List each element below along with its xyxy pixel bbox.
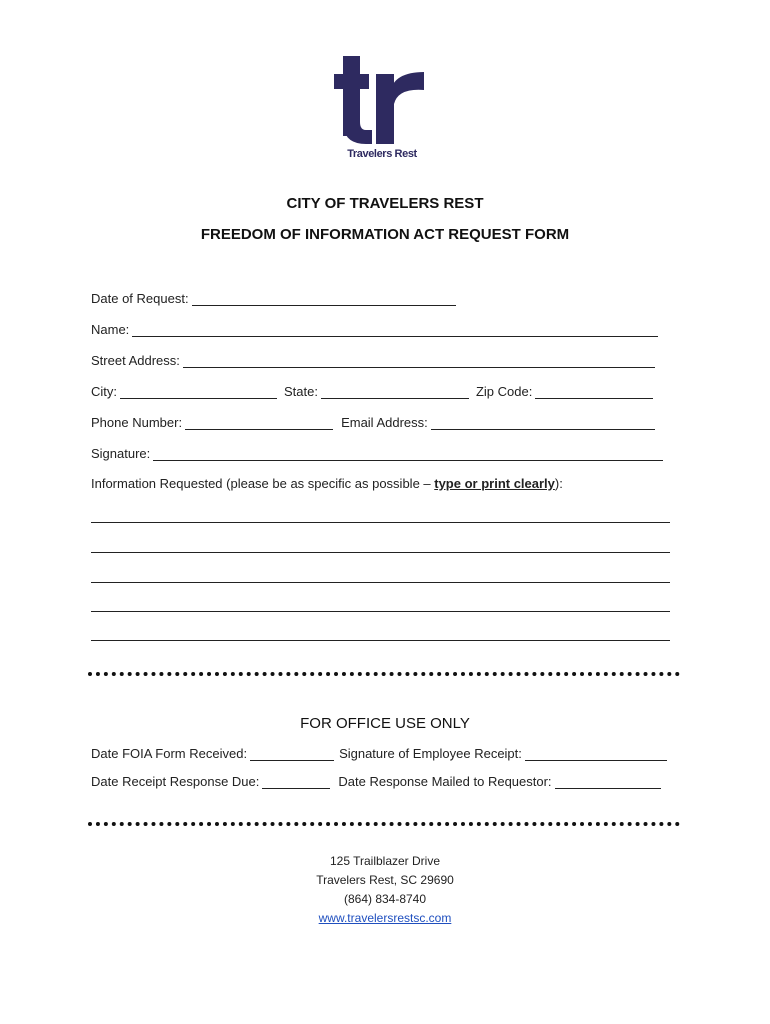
office-use-title: FOR OFFICE USE ONLY bbox=[300, 715, 470, 732]
state-field[interactable] bbox=[321, 385, 469, 399]
city-field[interactable] bbox=[120, 385, 277, 399]
date-of-request-label: Date of Request: bbox=[91, 291, 189, 306]
city-state-zip-row bbox=[91, 384, 653, 399]
date-of-request-field[interactable] bbox=[192, 292, 456, 306]
email-address-label: Email Address: bbox=[341, 415, 428, 430]
state-label: State: bbox=[284, 384, 318, 399]
zip-code-label: Zip Code: bbox=[475, 384, 533, 399]
footer-address-line1: 125 Trailblazer Drive bbox=[329, 854, 441, 868]
dotted-divider bbox=[88, 672, 680, 676]
name-label: Name: bbox=[91, 322, 130, 337]
office-row-2 bbox=[91, 774, 661, 789]
city-label: City: bbox=[91, 384, 117, 399]
date-received-label: Date FOIA Form Received: bbox=[91, 746, 248, 761]
email-address-field[interactable] bbox=[431, 416, 655, 430]
info-requested-line[interactable] bbox=[91, 640, 670, 641]
city-logo bbox=[332, 52, 432, 164]
name-row bbox=[91, 322, 658, 337]
info-requested-line[interactable] bbox=[91, 522, 670, 523]
signature-label: Signature: bbox=[91, 446, 151, 461]
date-received-field[interactable] bbox=[250, 747, 334, 761]
dotted-divider bbox=[88, 822, 680, 826]
footer-contact bbox=[0, 852, 770, 928]
phone-number-label: Phone Number: bbox=[91, 415, 183, 430]
date-response-mailed-field[interactable] bbox=[555, 775, 661, 789]
street-address-row bbox=[91, 353, 655, 368]
logo-name: Travelers Rest bbox=[347, 148, 417, 160]
employee-signature-field[interactable] bbox=[525, 747, 667, 761]
footer-phone: (864) 834-8740 bbox=[343, 892, 427, 906]
footer-address-line2: Travelers Rest, SC 29690 bbox=[316, 873, 454, 887]
phone-email-row bbox=[91, 415, 655, 430]
date-response-due-field[interactable] bbox=[262, 775, 330, 789]
employee-signature-label: Signature of Employee Receipt: bbox=[339, 746, 522, 761]
phone-number-field[interactable] bbox=[185, 416, 333, 430]
tr-logo-mark bbox=[332, 52, 432, 148]
info-requested-line[interactable] bbox=[91, 582, 670, 583]
street-address-label: Street Address: bbox=[91, 353, 180, 368]
date-response-mailed-label: Date Response Mailed to Requestor: bbox=[338, 774, 552, 789]
info-requested-line[interactable] bbox=[91, 611, 670, 612]
document-title: CITY OF TRAVELERS REST bbox=[286, 195, 484, 212]
footer-website-link[interactable]: www.travelersrestsc.com bbox=[318, 911, 452, 925]
date-response-due-label: Date Receipt Response Due: bbox=[91, 774, 260, 789]
name-field[interactable] bbox=[132, 323, 658, 337]
signature-field[interactable] bbox=[153, 447, 663, 461]
signature-row bbox=[91, 446, 663, 461]
info-requested-emphasis: type or print clearly bbox=[434, 476, 555, 491]
zip-code-field[interactable] bbox=[535, 385, 653, 399]
info-requested-label bbox=[91, 476, 563, 491]
office-row-1 bbox=[91, 746, 667, 761]
street-address-field[interactable] bbox=[183, 354, 655, 368]
info-requested-suffix: ): bbox=[554, 476, 563, 491]
date-of-request-row bbox=[91, 291, 456, 306]
info-requested-prefix: Information Requested (please be as specific as possible – bbox=[91, 476, 435, 491]
info-requested-line[interactable] bbox=[91, 552, 670, 553]
info-requested-row bbox=[91, 476, 563, 491]
document-subtitle: FREEDOM OF INFORMATION ACT REQUEST FORM bbox=[200, 226, 570, 243]
